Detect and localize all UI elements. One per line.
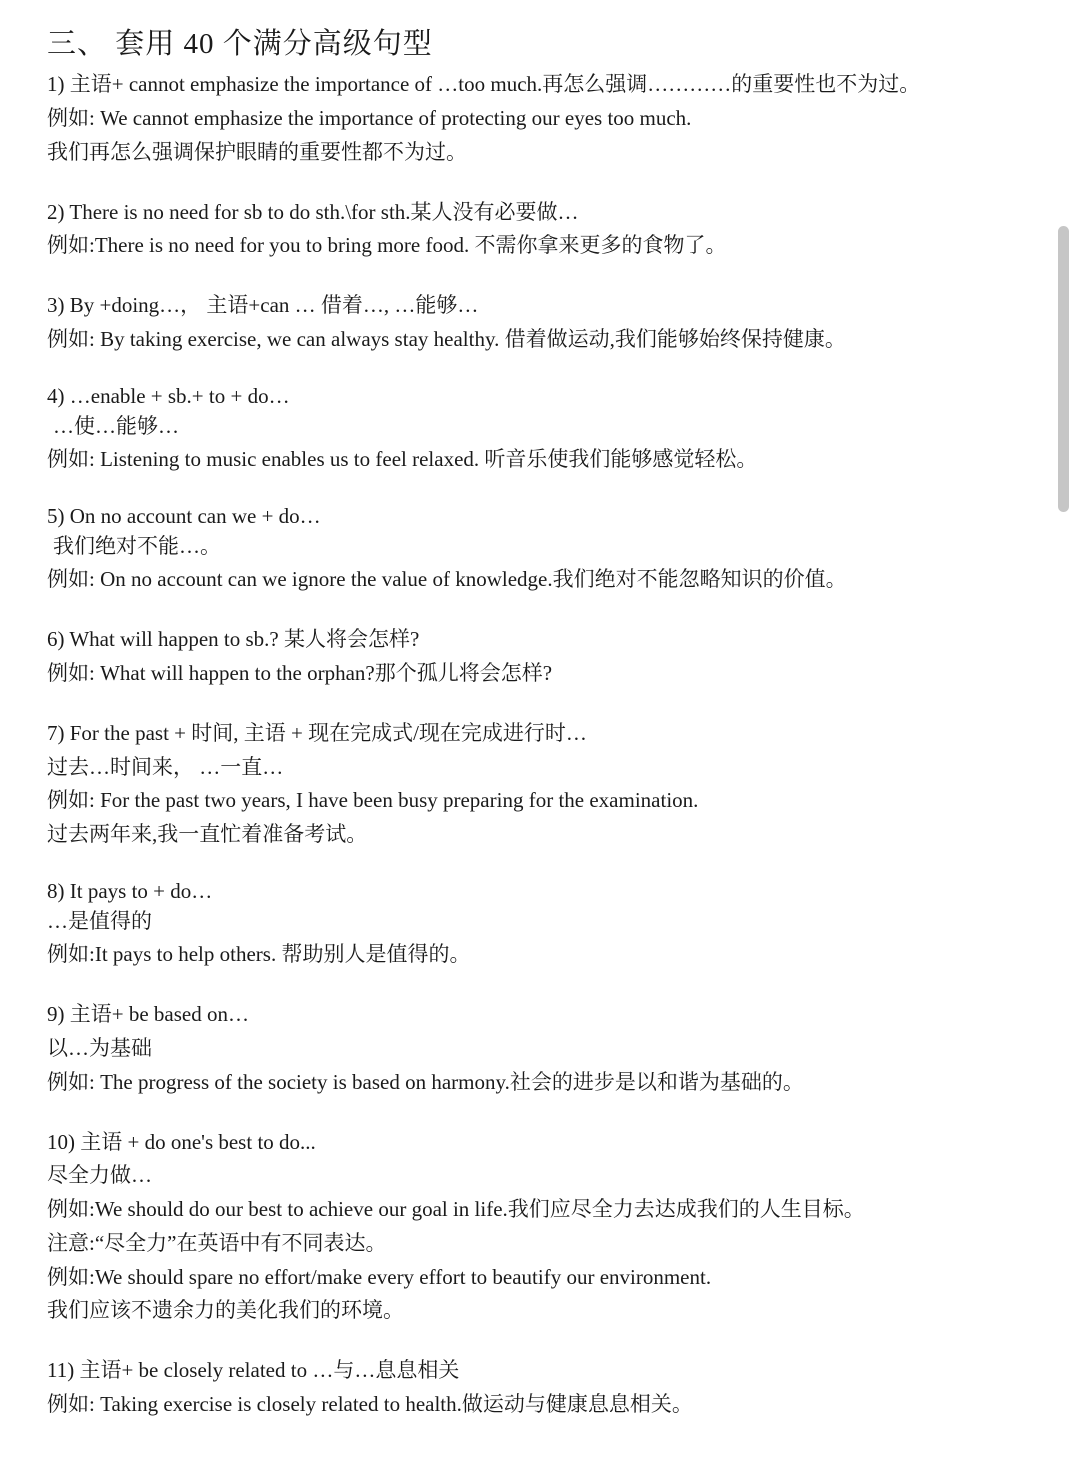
example-10: 例如:We should do our best to achieve our goal in life.我们应尽全力去达成我们的人生目标。 (47, 1197, 865, 1221)
translation-10b: 我们应该不遗余力的美化我们的环境。 (47, 1298, 404, 1322)
example-5: 例如: On no account can we ignore the value of knowledge.我们绝对不能忽略知识的价值。 (47, 567, 847, 591)
example-9: 例如: The progress of the society is based on harmony.社会的进步是以和谐为基础的。 (47, 1070, 804, 1094)
meaning-9: 以…为基础 (47, 1036, 152, 1060)
pattern-8: 8) It pays to + do… (47, 879, 213, 903)
example-10b: 例如:We should spare no effort/make every effort to beautify our environment. (47, 1265, 712, 1289)
translation-1: 我们再怎么强调保护眼睛的重要性都不为过。 (47, 140, 467, 164)
note-10: 注意:“尽全力”在英语中有不同表达。 (47, 1231, 387, 1255)
pattern-4: 4) …enable + sb.+ to + do… (47, 384, 290, 408)
pattern-9: 9) 主语+ be based on… (47, 1002, 249, 1026)
meaning-10: 尽全力做… (47, 1163, 152, 1187)
pattern-6: 6) What will happen to sb.? 某人将会怎样? (47, 627, 420, 651)
pattern-5: 5) On no account can we + do… (47, 504, 321, 528)
example-8: 例如:It pays to help others. 帮助别人是值得的。 (47, 942, 471, 966)
pattern-11: 11) 主语+ be closely related to …与…息息相关 (47, 1358, 460, 1382)
meaning-8: …是值得的 (47, 909, 152, 933)
pattern-3: 3) By +doing…， 主语+can … 借着…, …能够… (47, 293, 479, 317)
example-11: 例如: Taking exercise is closely related to health.做运动与健康息息相关。 (47, 1392, 693, 1416)
meaning-4: …使…能够… (53, 414, 179, 438)
pattern-10: 10) 主语 + do one's best to do... (47, 1130, 316, 1154)
meaning-5: 我们绝对不能…。 (53, 534, 221, 558)
example-4: 例如: Listening to music enables us to feel relaxed. 听音乐使我们能够感觉轻松。 (47, 447, 758, 471)
section-title: 三、 套用 40 个满分高级句型 (47, 28, 433, 60)
meaning-7: 过去…时间来， …一直… (47, 755, 284, 779)
example-6: 例如: What will happen to the orphan?那个孤儿将会怎样? (47, 661, 553, 685)
example-7: 例如: For the past two years, I have been busy preparing for the examination. (47, 788, 699, 812)
pattern-7: 7) For the past + 时间, 主语 + 现在完成式/现在完成进行时… (47, 721, 587, 745)
vertical-scrollbar[interactable] (1058, 226, 1069, 512)
example-3: 例如: By taking exercise, we can always stay healthy. 借着做运动,我们能够始终保持健康。 (47, 327, 846, 351)
translation-7: 过去两年来,我一直忙着准备考试。 (47, 822, 368, 846)
pattern-2: 2) There is no need for sb to do sth.\for sth.某人没有必要做… (47, 200, 579, 224)
example-1: 例如: We cannot emphasize the importance of protecting our eyes too much. (47, 106, 692, 130)
example-2: 例如:There is no need for you to bring more food. 不需你拿来更多的食物了。 (47, 233, 727, 257)
pattern-1: 1) 主语+ cannot emphasize the importance of …too much.再怎么强调…………的重要性也不为过。 (47, 72, 921, 96)
